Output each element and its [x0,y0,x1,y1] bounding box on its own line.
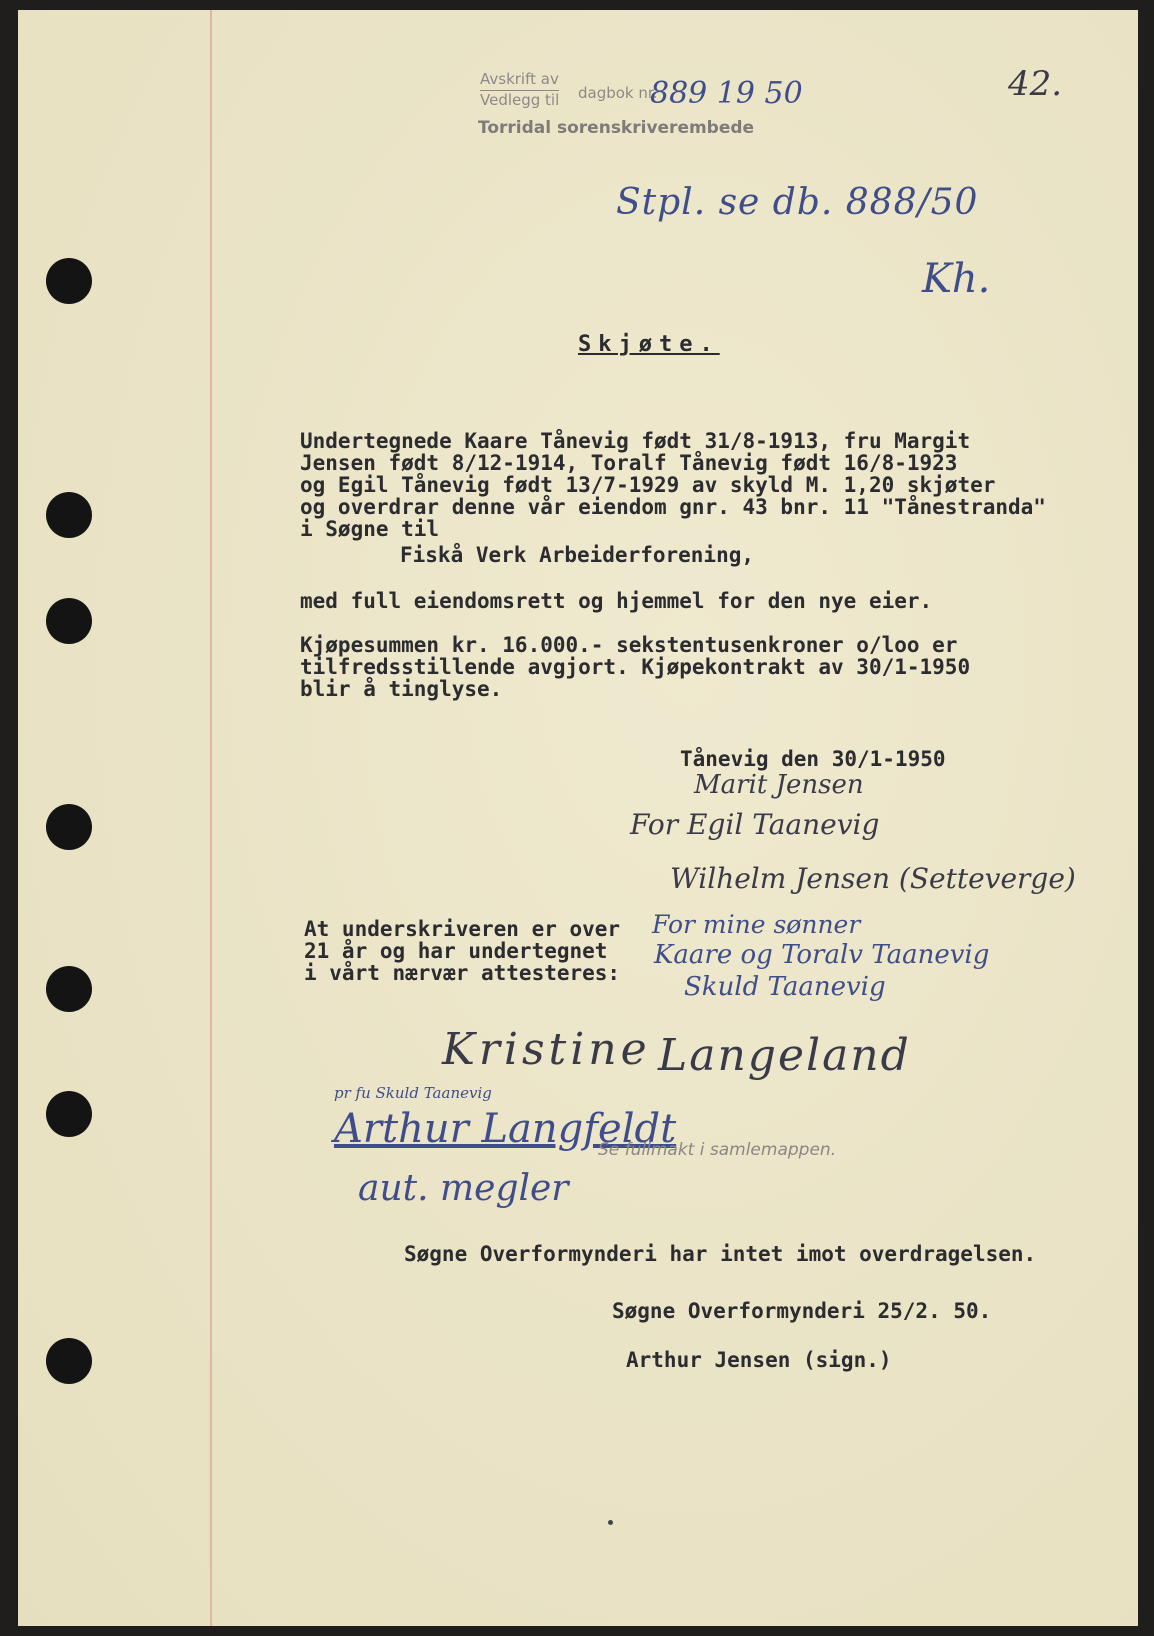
document-title: Skjøte. [578,332,720,357]
signature-4: For mine sønner [652,910,861,939]
punch-hole [46,258,92,304]
deed-line: og overdrar denne vår eiendom gnr. 43 bnr. 11 "Tånestranda" [300,495,1046,519]
witness-signature-1a: Kristine [442,1024,651,1075]
margin-line [210,10,212,1626]
deed-line: og Egil Tånevig født 13/7-1929 av skyld M. 1,20 skjøter [300,473,996,497]
document-page [18,10,1138,1626]
punch-hole [46,804,92,850]
attest-line: 21 år og har undertegnet [304,939,608,963]
attestation-text [304,918,620,984]
stamp-office: Torridal sorenskriverembede [478,118,755,138]
signature-5: Kaare og Toralv Taanevig [654,940,990,970]
signature-2: For Egil Taanevig [630,808,880,841]
signature-6: Skuld Taanevig [684,972,886,1002]
overformynderi-statement: Søgne Overformynderi har intet imot overdragelsen. [404,1242,1037,1266]
deed-paragraph-1 [300,430,1046,540]
signature-3: Wilhelm Jensen (Setteverge) [670,862,1076,895]
attest-line: At underskriveren er over [304,917,621,941]
ink-dot [608,1520,613,1525]
stamp-avskrift-label: Avskrift av [480,70,559,91]
place-date: Tånevig den 30/1-1950 [680,747,946,771]
reference-annotation: Stpl. se db. 888/50 [616,182,979,223]
deed-line: tilfredsstillende avgjort. Kjøpekontrakt av 30/1-1950 [300,655,971,679]
dagbok-number: 889 19 50 [650,76,803,111]
attest-line: i vårt nærvær attesteres: [304,961,621,985]
stamp-vedlegg-label: Vedlegg til [480,91,560,109]
witness-signature-1b: Langeland [658,1030,911,1081]
punch-hole [46,1091,92,1137]
overformynderi-place-date: Søgne Overformynderi 25/2. 50. [612,1299,992,1323]
deed-paragraph-2: med full eiendomsrett og hjemmel for den nye eier. [300,589,933,613]
fullmakt-stamp: Se fullmakt i samlemappen. [598,1140,837,1160]
witness-signature-2: Arthur Langfeldt [334,1106,677,1152]
deed-paragraph-3 [300,634,970,700]
witness-pp-note: pr fu Skuld Taanevig [334,1084,492,1102]
initials-annotation: Kh. [922,256,991,302]
punch-hole [46,492,92,538]
punch-hole [46,966,92,1012]
punch-hole [46,1338,92,1384]
stamp-dagbok-label: dagbok nr. [578,84,658,102]
deed-line: Jensen født 8/12-1914, Toralf Tånevig født 16/8-1923 [300,451,958,475]
signature-1: Marit Jensen [694,770,864,800]
payee-name: Fiskå Verk Arbeiderforening, [400,543,755,567]
witness-title: aut. megler [358,1168,569,1209]
deed-line: i Søgne til [300,517,440,541]
overformynderi-signer: Arthur Jensen (sign.) [626,1348,892,1372]
page-number: 42. [1008,64,1063,104]
punch-hole [46,598,92,644]
copy-stamp [480,70,559,110]
deed-line: Undertegnede Kaare Tånevig født 31/8-1913, fru Margit [300,429,971,453]
deed-line: blir å tinglyse. [300,677,503,701]
deed-line: Kjøpesummen kr. 16.000.- sekstentusenkroner o/loo er [300,633,958,657]
